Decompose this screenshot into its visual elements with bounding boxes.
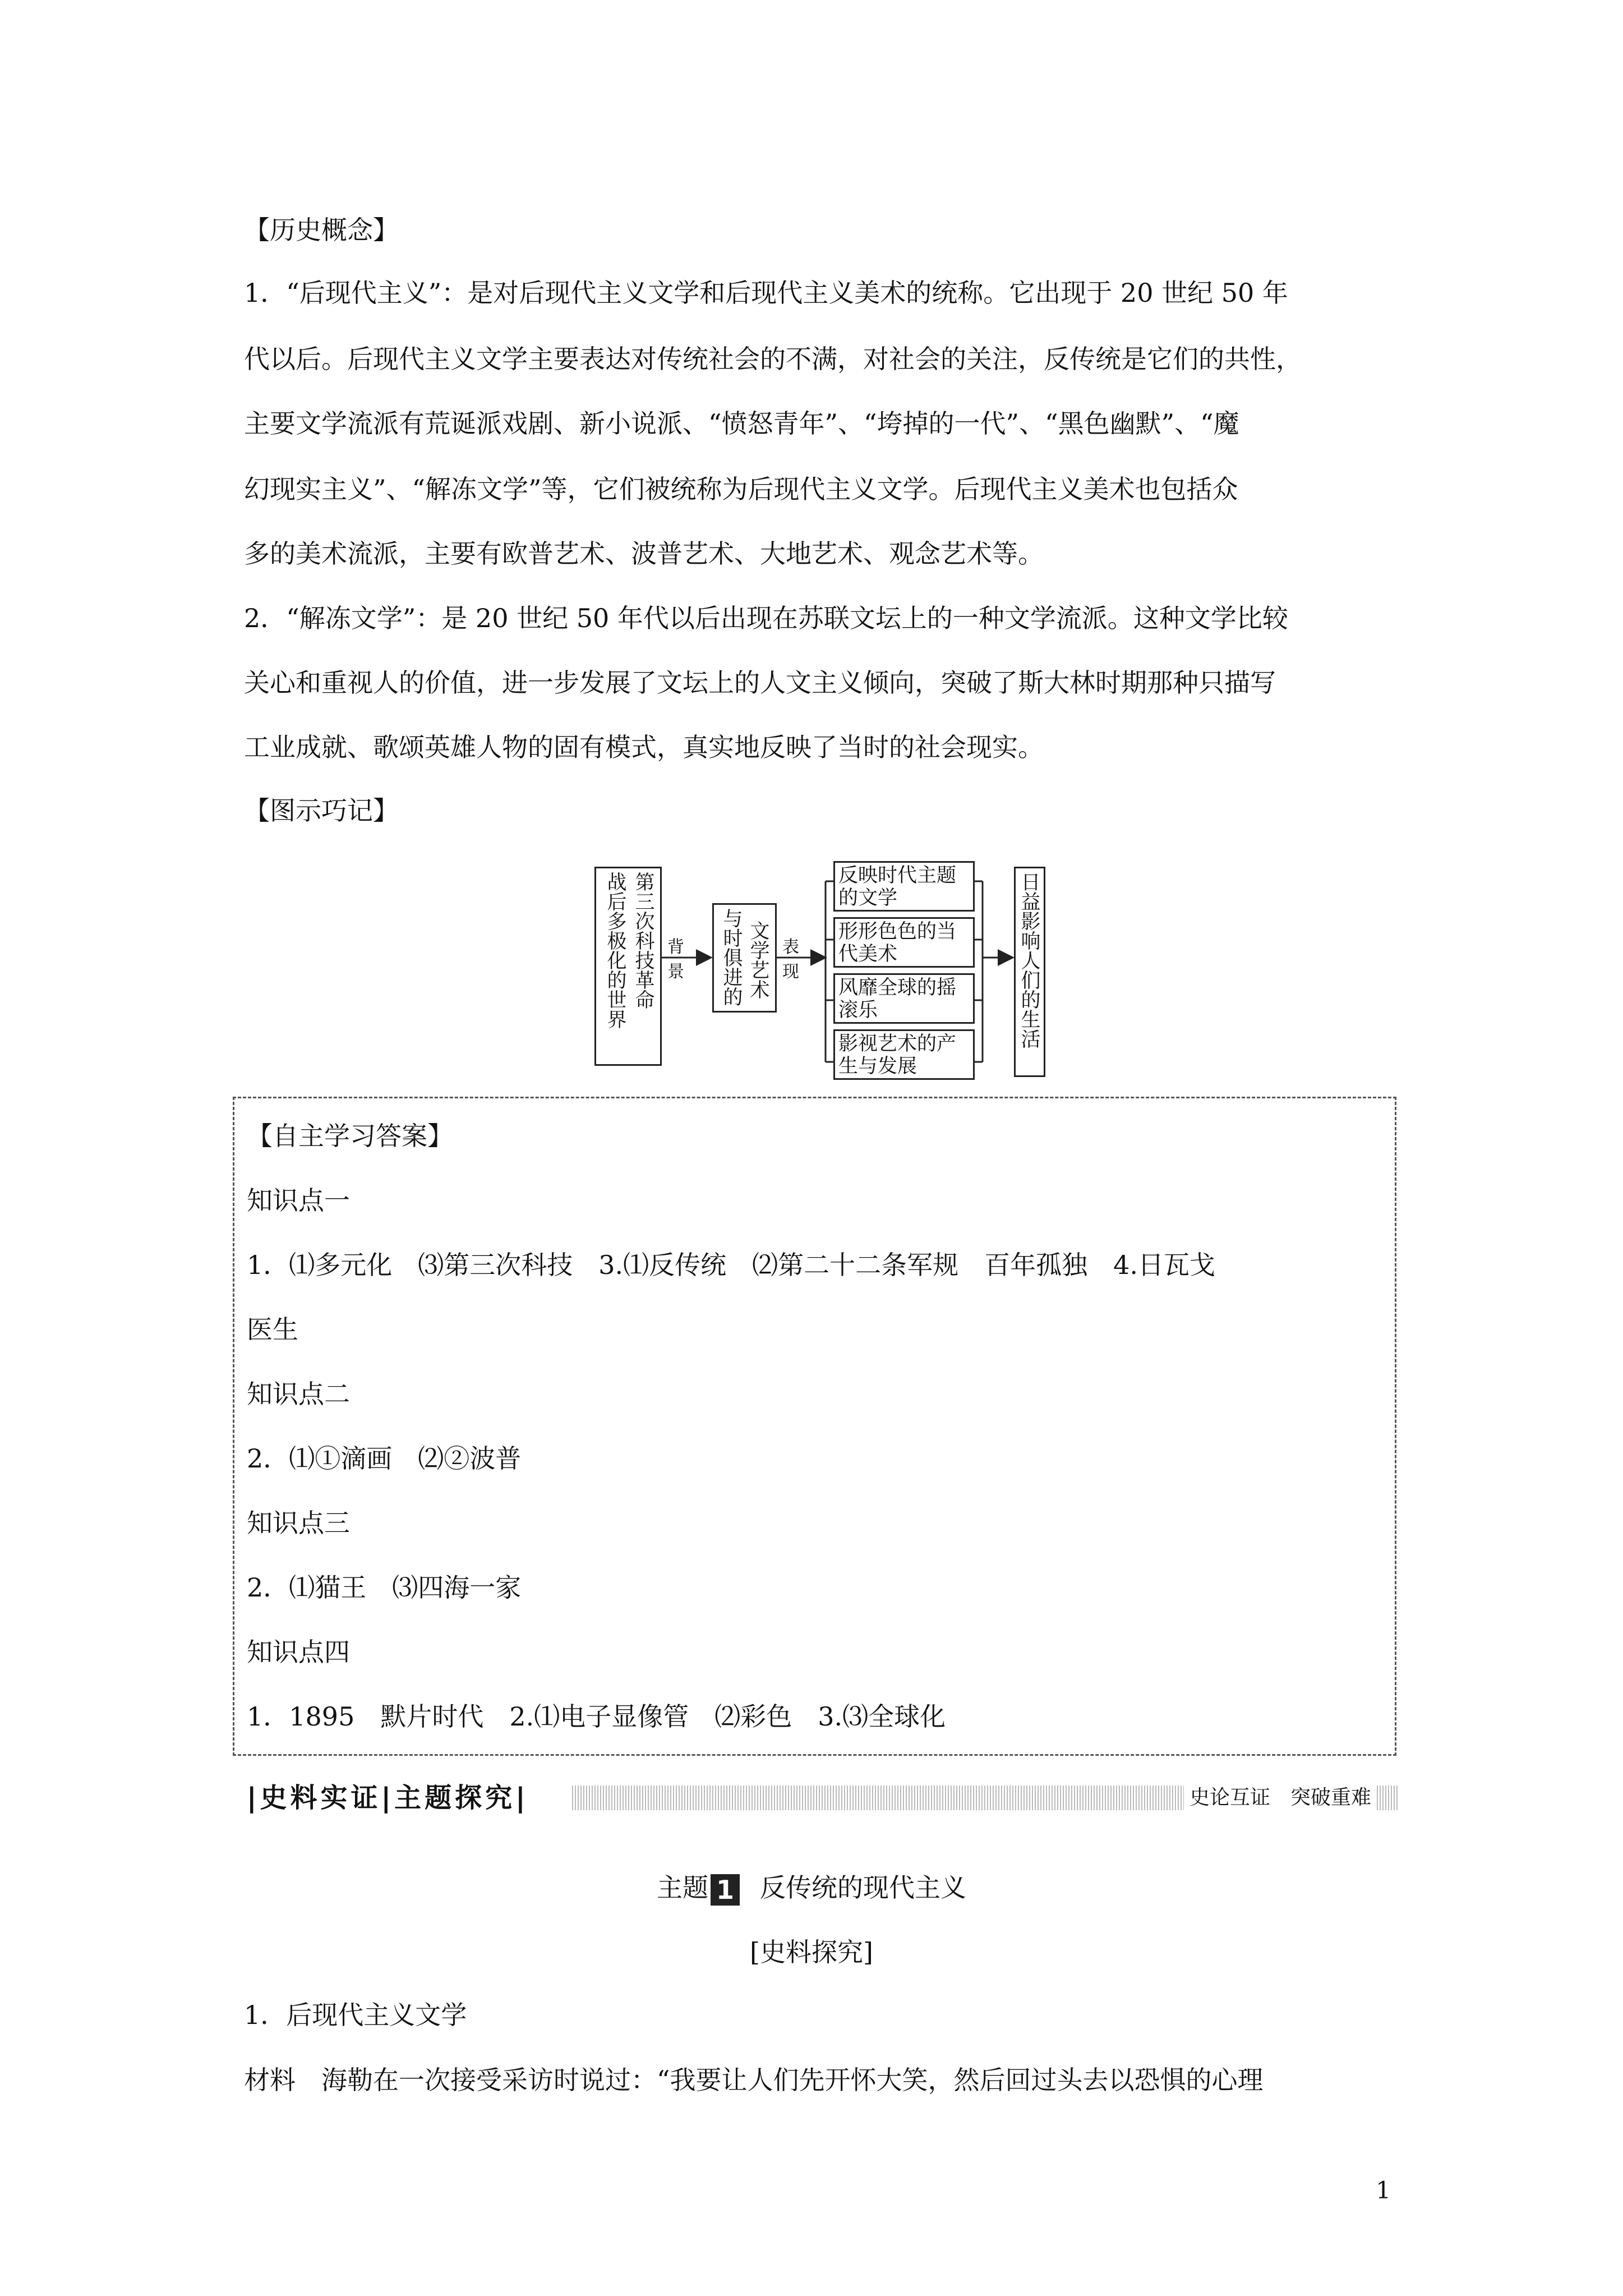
paragraph-line: 2．“解冻文学”：是 20 世纪 50 年代以后出现在苏联文坛上的一种文学流派。这种文学比较 (244, 603, 1288, 633)
item-heading: 1．后现代主义文学 (244, 2000, 467, 2030)
branch-box: 影视艺术的产生与发展 (833, 1029, 975, 1080)
banner-title: |史料实证|主题探究| (247, 1782, 529, 1814)
arrow-label-expression: 表现 (782, 937, 799, 982)
topic-prefix: 主题 (657, 1872, 708, 1903)
subject-box (712, 903, 777, 1013)
diagram-text: 第三次科技革命 (632, 872, 654, 1009)
section-heading-answers: 【自主学习答案】 (247, 1121, 453, 1151)
paragraph-line: 主要文学流派有荒诞派戏剧、新小说派、“愤怒青年”、“垮掉的一代”、“黑色幽默”、“魔 (244, 408, 1239, 439)
branch-box: 形形色色的当代美术 (833, 917, 975, 968)
page-number: 1 (1376, 2177, 1391, 2204)
banner-subtitle: 史论互证 突破重难 (1184, 1786, 1377, 1810)
diagram-text: 日益影响人们的生活 (1018, 872, 1040, 1048)
topic-number-badge: 1 (711, 1874, 740, 1906)
result-box (1014, 867, 1045, 1077)
section-heading-history-concepts: 【历史概念】 (244, 215, 399, 245)
diagram-text: 战后多极化的世界 (604, 872, 626, 1029)
section-heading-diagram: 【图示巧记】 (244, 795, 399, 826)
paragraph-line: 多的美术流派，主要有欧普艺术、波普艺术、大地艺术、观念艺术等。 (244, 539, 1044, 569)
section-banner (247, 1781, 1399, 1815)
paragraph-line: 工业成就、歌颂英雄人物的固有模式，真实地反映了当时的社会现实。 (244, 732, 1044, 762)
answer-line: 1．1895 默片时代 2.⑴电子显像管 ⑵彩色 3.⑶全球化 (247, 1701, 946, 1732)
knowledge-point-label: 知识点四 (247, 1637, 350, 1667)
diagram-text: 与时俱进的 (720, 908, 743, 1006)
paragraph-line: 1．“后现代主义”：是对后现代主义文学和后现代主义美术的统称。它出现于 20 世纪 50 年 (244, 278, 1288, 308)
knowledge-point-label: 知识点三 (247, 1508, 350, 1538)
answer-line: 2．⑴①滴画 ⑵②波普 (247, 1443, 522, 1474)
background-box (594, 867, 662, 1066)
branch-box: 反映时代主题的文学 (833, 861, 975, 912)
paragraph-line: 代以后。后现代主义文学主要表达对传统社会的不满，对社会的关注，反传统是它们的共性， (244, 344, 1302, 374)
knowledge-point-label: 知识点二 (247, 1379, 350, 1409)
paragraph-line: 幻现实主义”、“解冻文学”等，它们被统称为后现代主义文学。后现代主义美术也包括众 (244, 474, 1238, 504)
paragraph-line: 关心和重视人的价值，进一步发展了文坛上的人文主义倾向，突破了斯大林时期那种只描写 (244, 668, 1276, 698)
arrow-label-background: 背景 (667, 937, 684, 982)
answer-line: 医生 (247, 1314, 298, 1345)
subheading: [史料探究] (750, 1937, 873, 1967)
answer-line: 2．⑴猫王 ⑶四海一家 (247, 1572, 522, 1603)
topic-name: 反传统的现代主义 (760, 1872, 966, 1903)
branch-box: 风靡全球的摇滚乐 (833, 973, 975, 1024)
answer-line: 1．⑴多元化 ⑶第三次科技 3.⑴反传统 ⑵第二十二条军规 百年孤独 4.日瓦戈 (247, 1250, 1216, 1280)
diagram-text: 文学艺术 (747, 921, 769, 999)
knowledge-point-label: 知识点一 (247, 1185, 350, 1216)
material-line: 材料 海勒在一次接受采访时说过：“我要让人们先开怀大笑，然后回过头去以恐惧的心理 (244, 2065, 1264, 2095)
topic-title (0, 1871, 1623, 1906)
